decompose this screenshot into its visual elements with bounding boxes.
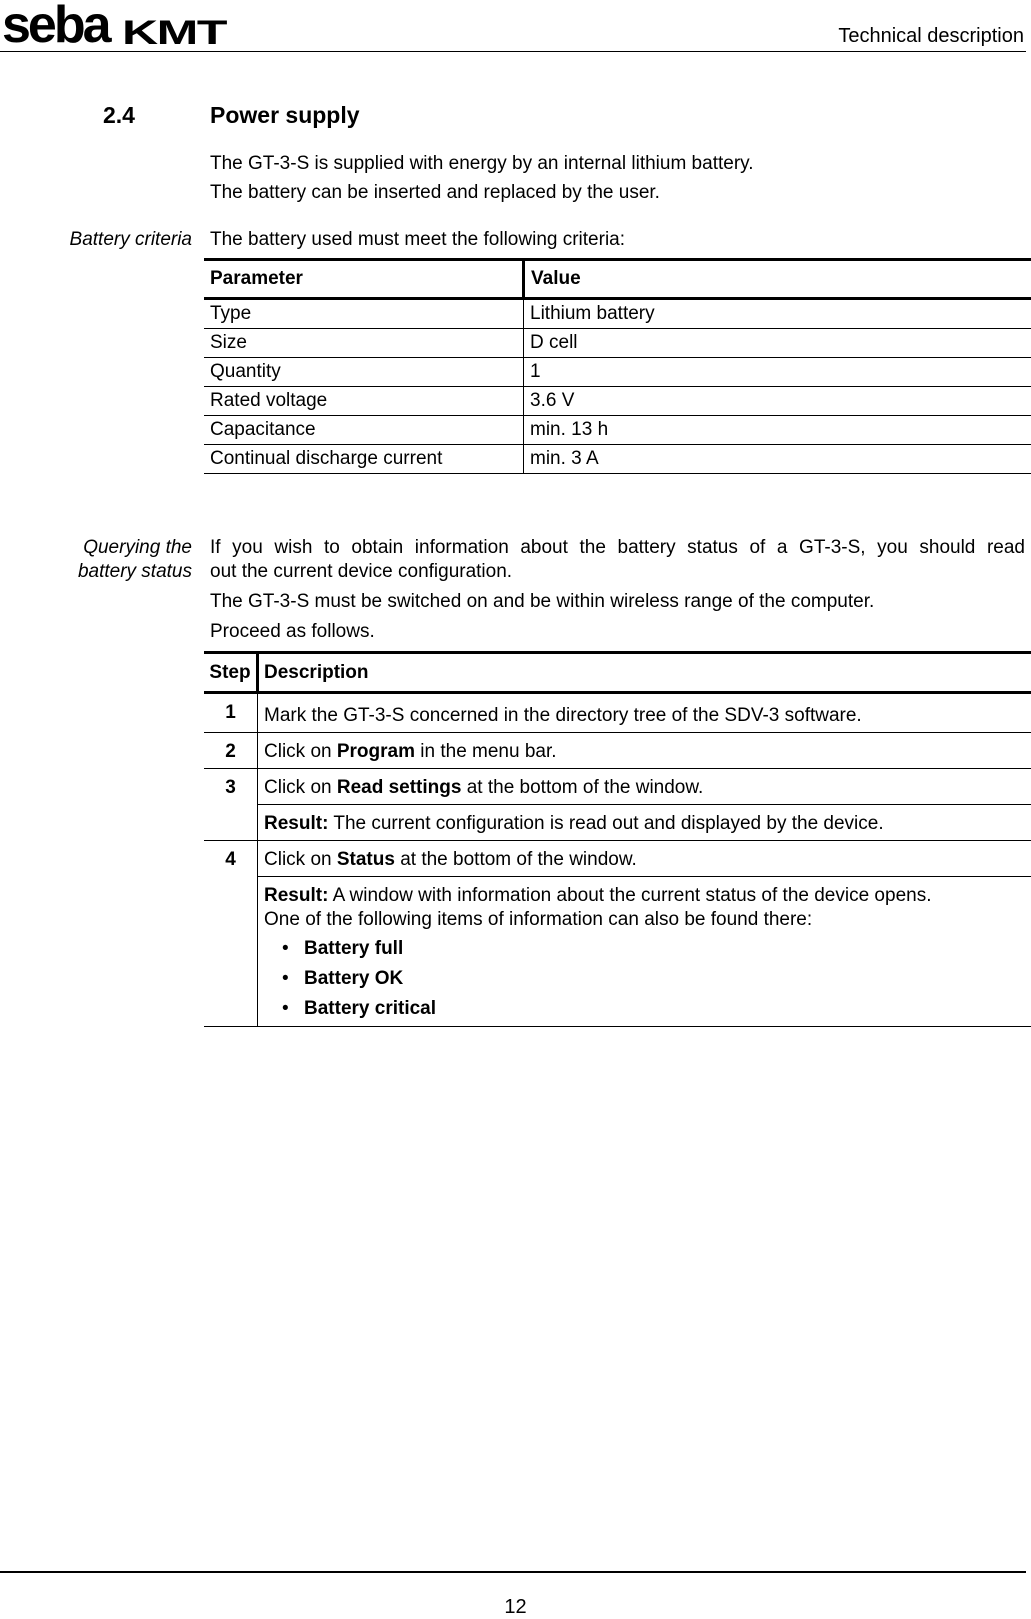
header-title: Technical description — [838, 25, 1024, 48]
list-item: • Battery full — [304, 934, 1031, 964]
header-step: Step — [204, 653, 258, 693]
step-description: Mark the GT-3-S concerned in the directory tree of the SDV-3 software. — [258, 693, 1031, 733]
query-para-3: Proceed as follows. — [210, 621, 375, 643]
table-row — [204, 329, 1031, 358]
value-cell: Lithium battery — [524, 299, 1031, 329]
sebakmt-logo — [2, 4, 228, 48]
value-cell: min. 3 A — [524, 445, 1031, 474]
query-para-1-line-1: If you wish to obtain information about the battery status of a GT-3-S, you should read — [210, 537, 1025, 559]
intro-line-1: The GT-3-S is supplied with energy by an internal lithium battery. — [210, 153, 754, 175]
query-para-1-line-2: out the current device configuration. — [210, 561, 512, 583]
parameter-cell: Quantity — [204, 358, 524, 387]
parameter-cell: Rated voltage — [204, 387, 524, 416]
step-result: Result: A window with information about the current status of the device opens. One of the following items of information can also be found there: • Battery full • Battery OK • Battery critical — [258, 877, 1031, 1027]
list-item: • Battery critical — [304, 994, 1031, 1024]
result-line-2: One of the following items of information can also be found there: — [264, 908, 1031, 932]
query-para-2: The GT-3-S must be switched on and be within wireless range of the computer. — [210, 591, 874, 613]
svg-text:KMT: KMT — [122, 14, 228, 48]
step-result: Result: The current configuration is read out and displayed by the device. — [258, 805, 1031, 841]
parameter-cell: Continual discharge current — [204, 445, 524, 474]
step-description: Click on Read settings at the bottom of the window. — [258, 769, 1031, 805]
parameter-cell: Capacitance — [204, 416, 524, 445]
section-number: 2.4 — [103, 102, 135, 129]
step-row-1 — [204, 693, 1031, 733]
table-header-row — [204, 653, 1031, 693]
battery-criteria-table — [204, 258, 1031, 474]
side-label-line-2: battery status — [78, 560, 192, 584]
value-cell: min. 13 h — [524, 416, 1031, 445]
parameter-cell: Size — [204, 329, 524, 358]
step-row-4 — [204, 841, 1031, 877]
step-number: 4 — [204, 841, 258, 1027]
ui-term-read-settings: Read settings — [337, 777, 462, 798]
side-label-querying — [78, 536, 192, 584]
ui-term-status: Status — [337, 849, 395, 870]
side-label-battery-criteria: Battery criteria — [70, 228, 192, 252]
header-value: Value — [524, 260, 1031, 299]
result-label: Result: — [264, 885, 328, 906]
header-description: Description — [258, 653, 1031, 693]
result-label: Result: — [264, 813, 328, 834]
step-number: 2 — [204, 733, 258, 769]
page-number: 12 — [0, 1596, 1031, 1619]
battery-status-list — [264, 934, 1031, 1024]
header-parameter: Parameter — [204, 260, 524, 299]
table-row — [204, 387, 1031, 416]
step-number: 3 — [204, 769, 258, 841]
step-description: Click on Program in the menu bar. — [258, 733, 1031, 769]
table-row — [204, 299, 1031, 329]
side-label-line-1: Querying the — [78, 536, 192, 560]
table-row — [204, 416, 1031, 445]
value-cell: D cell — [524, 329, 1031, 358]
table-row — [204, 358, 1031, 387]
table-row — [204, 445, 1031, 474]
section-title: Power supply — [210, 102, 360, 129]
header-divider — [0, 51, 1026, 52]
parameter-cell: Type — [204, 299, 524, 329]
list-item: • Battery OK — [304, 964, 1031, 994]
step-description: Click on Status at the bottom of the window. — [258, 841, 1031, 877]
value-cell: 3.6 V — [524, 387, 1031, 416]
step-row-2 — [204, 733, 1031, 769]
step-row-3 — [204, 769, 1031, 805]
footer-divider — [0, 1571, 1026, 1573]
svg-text:seba: seba — [2, 4, 113, 48]
steps-table — [204, 651, 1031, 1027]
intro-line-2: The battery can be inserted and replaced by the user. — [210, 182, 660, 204]
step-row-3-result — [204, 805, 1031, 841]
table-header-row — [204, 260, 1031, 299]
step-number: 1 — [204, 693, 258, 733]
criteria-lead: The battery used must meet the following criteria: — [210, 229, 625, 251]
value-cell: 1 — [524, 358, 1031, 387]
ui-term-program: Program — [337, 741, 415, 762]
step-row-4-result — [204, 877, 1031, 1027]
